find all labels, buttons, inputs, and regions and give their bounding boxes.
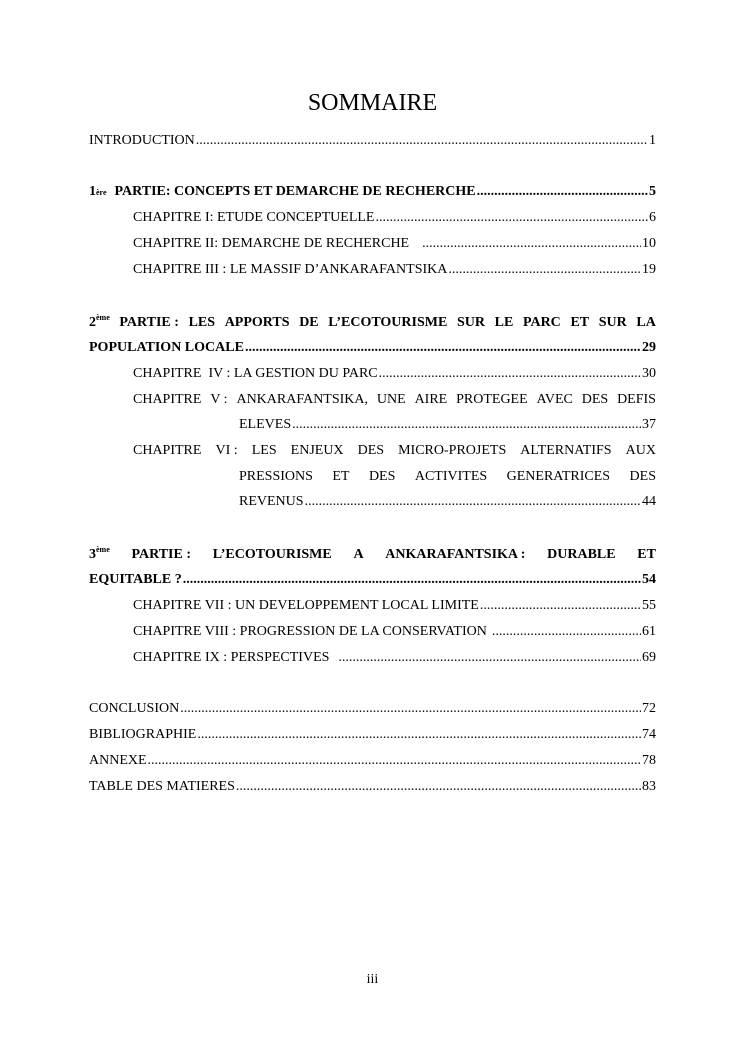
toc-entry-chapter-3[interactable] [133, 260, 656, 280]
word: ET [332, 469, 350, 484]
word: CHAPITRE [133, 392, 202, 407]
toc-label: TABLE DES MATIERES [89, 779, 235, 794]
word: ET [570, 315, 590, 330]
toc-page: 61 [642, 624, 656, 639]
word: DURABLE [547, 547, 616, 562]
word: L’ECOTOURISME [328, 315, 448, 330]
toc-label: PARTIE: CONCEPTS ET DEMARCHE DE RECHERCHE [114, 184, 476, 199]
toc-entry-part2-line1[interactable] [89, 313, 656, 333]
toc-page: 6 [649, 210, 656, 225]
toc-label: ELEVES [239, 417, 292, 432]
toc-page: 74 [642, 727, 656, 742]
word: VI : [215, 443, 238, 458]
word: V : [210, 392, 228, 407]
toc-entry-annexe[interactable] [89, 751, 656, 771]
toc-entry-chapter-4[interactable] [133, 364, 656, 384]
page-title: SOMMAIRE [307, 90, 438, 116]
toc-label: BIBLIOGRAPHIE [89, 727, 197, 742]
word: LES [251, 443, 277, 458]
part-number: 3 [89, 547, 96, 562]
word: SUR [598, 315, 627, 330]
word: SUR [456, 315, 485, 330]
word: DE [299, 315, 319, 330]
toc-page: 37 [642, 417, 656, 432]
toc-entry-chapter-1[interactable] [133, 208, 656, 228]
word: LA [636, 315, 656, 330]
word: ANKARAFANTSIKA : [385, 547, 526, 562]
word: A [353, 547, 364, 562]
part-sup: ème [96, 545, 110, 554]
toc-page: 83 [642, 779, 656, 794]
toc-label: CHAPITRE VIII : PROGRESSION DE LA CONSERVATION [133, 624, 487, 639]
word: LE [494, 315, 514, 330]
toc-entry-chapter-6-line3[interactable] [239, 492, 656, 512]
toc-entry-conclusion[interactable] [89, 699, 656, 719]
word: AIRE [414, 392, 448, 407]
toc-label: POPULATION LOCALE [89, 340, 244, 355]
toc-page: 72 [642, 701, 656, 716]
toc-entry-table-des-matieres[interactable] [89, 777, 656, 797]
toc-entry-chapter-5-line1[interactable] [133, 390, 656, 410]
page-number: iii [366, 972, 379, 987]
word: PROTEGEE [456, 392, 528, 407]
toc-entry-chapter-8[interactable] [133, 622, 656, 642]
word: DES [368, 469, 396, 484]
toc-entry-chapter-6-line2[interactable] [239, 467, 656, 487]
word: APPORTS [224, 315, 290, 330]
word: L’ECOTOURISME [212, 547, 332, 562]
word: ALTERNATIFS [520, 443, 612, 458]
toc-label: EQUITABLE ? [89, 572, 182, 587]
word: GENERATRICES [506, 469, 611, 484]
word: ENJEUX [290, 443, 344, 458]
toc-entry-bibliographie[interactable] [89, 725, 656, 745]
toc-label: CHAPITRE IX : PERSPECTIVES [133, 650, 330, 665]
toc-page: 69 [642, 650, 656, 665]
toc-entry-chapter-7[interactable] [133, 596, 656, 616]
word: DES [629, 469, 656, 484]
word: MICRO-PROJETS [398, 443, 507, 458]
toc-entry-part1[interactable]: 1 ère PARTIE: CONCEPTS ET DEMARCHE DE RECHERCHE ..... 5 [89, 182, 656, 202]
word: LES [188, 315, 216, 330]
word: ET [637, 547, 656, 562]
toc-page: 5 [649, 184, 656, 199]
word: CHAPITRE [133, 443, 202, 458]
word: AUX [625, 443, 656, 458]
toc-entry-chapter-5-line2[interactable] [239, 415, 656, 435]
toc-label: CONCLUSION [89, 701, 180, 716]
toc-page: 44 [642, 494, 656, 509]
toc-page: 55 [642, 598, 656, 613]
word: DES [357, 443, 385, 458]
toc-page: 19 [642, 262, 656, 277]
toc-label: CHAPITRE I: ETUDE CONCEPTUELLE [133, 210, 375, 225]
word: UNE [376, 392, 406, 407]
word: ANKARAFANTSIKA, [236, 392, 369, 407]
toc-entry-chapter-6-line1[interactable] [133, 441, 656, 461]
toc-entry-chapter-2[interactable] [133, 234, 656, 254]
toc-label: INTRODUCTION [89, 133, 195, 148]
word: AVEC [536, 392, 573, 407]
toc-page: 54 [642, 572, 656, 587]
toc-page: 78 [642, 753, 656, 768]
toc-page: 10 [642, 236, 656, 251]
word: PARTIE : [119, 315, 179, 330]
toc-page: 29 [642, 340, 656, 355]
toc-label: CHAPITRE VII : UN DEVELOPPEMENT LOCAL LIMITE [133, 598, 479, 613]
toc-label: CHAPITRE III : LE MASSIF D’ANKARAFANTSIKA [133, 262, 448, 277]
toc-page: 1 [649, 133, 656, 148]
toc-entry-introduction[interactable] [89, 131, 656, 151]
toc-entry-part3-line2[interactable] [89, 570, 656, 590]
toc-label: REVENUS [239, 494, 304, 509]
word: PRESSIONS [239, 469, 313, 484]
toc-label: CHAPITRE II: DEMARCHE DE RECHERCHE [133, 236, 410, 251]
word: PARTIE : [131, 547, 191, 562]
toc-entry-part3-line1[interactable] [89, 545, 656, 565]
toc-label: ANNEXE [89, 753, 147, 768]
word: PARC [522, 315, 561, 330]
part-number: 2 [89, 315, 96, 330]
word: ACTIVITES [414, 469, 488, 484]
word: DES [581, 392, 609, 407]
toc-entry-part2-line2[interactable] [89, 338, 656, 358]
part-number: 1 [89, 184, 96, 199]
word: DEFIS [617, 392, 656, 407]
toc-entry-chapter-9[interactable] [133, 648, 656, 668]
toc-page: 30 [642, 366, 656, 381]
part-sup: ème [96, 313, 110, 322]
toc-label: CHAPITRE IV : LA GESTION DU PARC [133, 366, 378, 381]
